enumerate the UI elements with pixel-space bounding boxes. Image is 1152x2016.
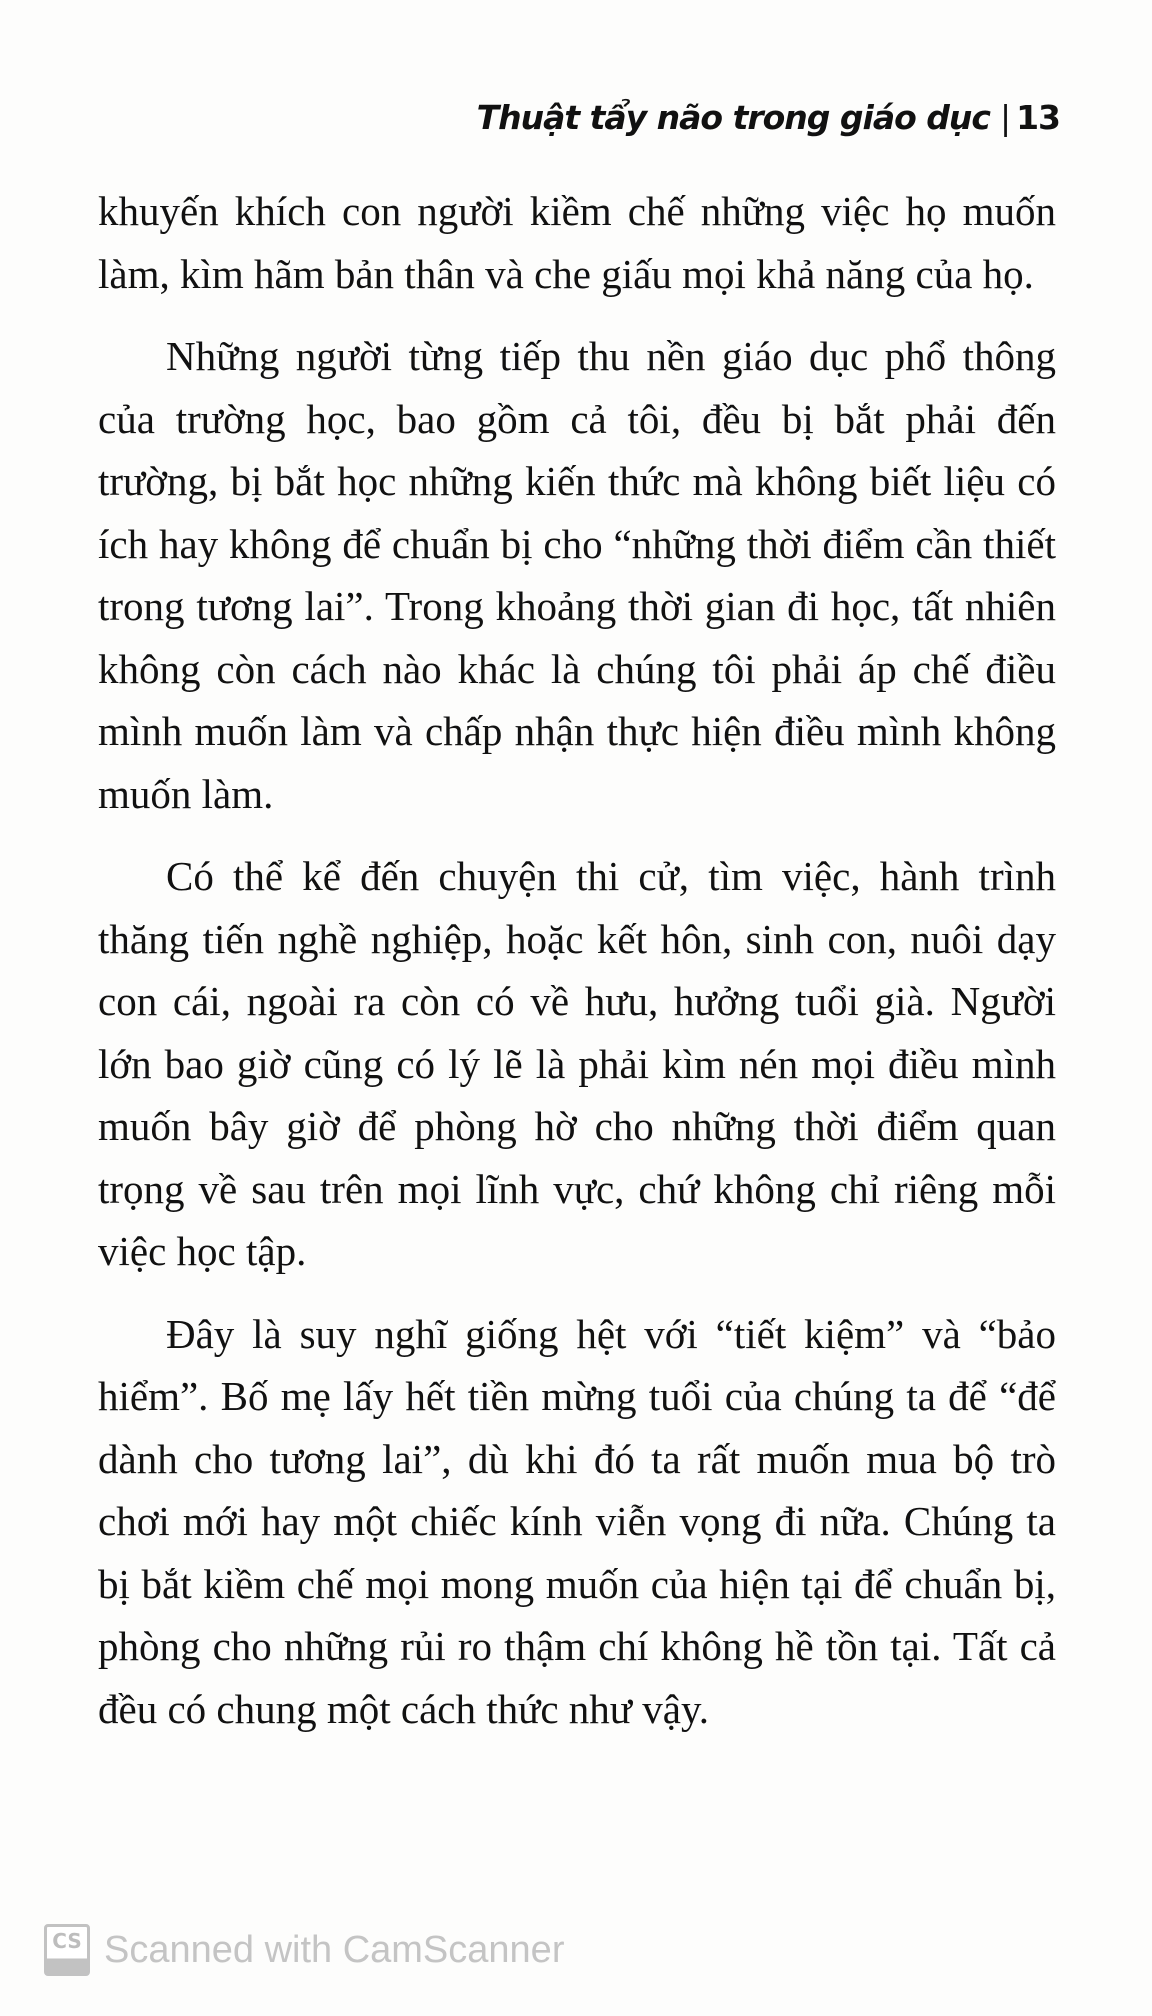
book-title: Thuật tẩy não trong giáo dục	[476, 98, 990, 137]
watermark-text: Scanned with CamScanner	[104, 1928, 565, 1971]
camscanner-logo-icon	[44, 1924, 90, 1976]
page-body-text	[98, 180, 1056, 1760]
page-number: 13	[1016, 98, 1060, 137]
camscanner-watermark	[44, 1924, 564, 1976]
paragraph: Đây là suy nghĩ giống hệt với “tiết kiệm” và “bảo hiểm”. Bố mẹ lấy hết tiền mừng tuổi của chúng ta để “để dành cho tương lai”, dù khi đó ta rất muốn mua bộ trò chơi mới hay một chiếc kính viễn vọng đi nữa. Chúng ta bị bắt kiềm chế mọi mong muốn của hiện tại để chuẩn bị, phòng cho những rủi ro thậm chí không hề tồn tại. Tất cả đều có chung một cách thức như vậy.	[98, 1310, 1056, 1732]
paragraph: Có thể kể đến chuyện thi cử, tìm việc, hành trình thăng tiến nghề nghiệp, hoặc kết hôn, sinh con, nuôi dạy con cái, ngoài ra còn có về hưu, hưởng tuổi già. Người lớn bao giờ cũng có lý lẽ là phải kìm nén mọi điều mình muốn bây giờ để phòng hờ cho những thời điểm quan trọng về sau trên mọi lĩnh vực, chứ không chỉ riêng mỗi việc học tập.	[98, 853, 1056, 1274]
running-header	[477, 98, 1060, 137]
paragraph-continued: khuyến khích con người kiềm chế những việc họ muốn làm, kìm hãm bản thân và che giấu mọi khả năng của họ.	[98, 188, 1056, 297]
header-separator: |	[999, 98, 1011, 137]
camscanner-logo-text: CS	[52, 1929, 82, 1953]
paragraph: Những người từng tiếp thu nền giáo dục phổ thông của trường học, bao gồm cả tôi, đều bị bắt phải đến trường, bị bắt học những kiến thức mà không biết liệu có ích hay không để chuẩn bị cho “những thời điểm cần thiết trong tương lai”. Trong khoảng thời gian đi học, tất nhiên không còn cách nào khác là chúng tôi phải áp chế điều mình muốn làm và chấp nhận thực hiện điều mình không muốn làm.	[98, 333, 1056, 817]
